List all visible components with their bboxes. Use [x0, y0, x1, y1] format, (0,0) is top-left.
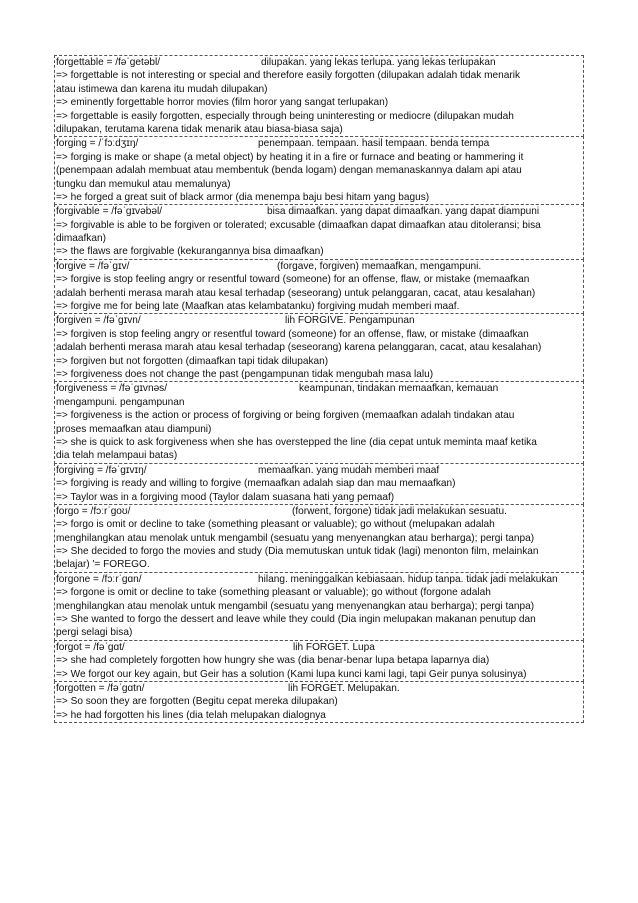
entry-definition: lih FORGIVE. Pengampunan: [285, 315, 415, 327]
entry-headword: forgiving = /fəˈgɪvɪŋ/: [56, 464, 147, 476]
entry-headword: forgo = /fɔːrˈgoʊ/: [56, 505, 131, 517]
entry-text-line: mengampuni. pengampunan: [56, 396, 185, 408]
entry-headline: [55, 573, 583, 586]
entry-definition: bisa dimaafkan. yang dapat dimaafkan. yang dapat diampuni: [267, 206, 540, 218]
entry-text-line: proses memaafkan atau diampuni): [56, 423, 212, 435]
entry-headline: [55, 641, 583, 654]
entry-headline: [55, 56, 583, 69]
entry-headword: forging = /ˈfɔːdʒɪŋ/: [56, 138, 139, 150]
entry-text-line: menghilangkan atau menolak untuk mengambil (sesuatu yang menyenangkan atau berharga); pergi tanpa): [56, 600, 535, 612]
entry-definition: lih FORGET. Lupa: [293, 641, 375, 653]
entry-text-line: => forging is make or shape (a metal object) by heating it in a fire or furnace and beating or hammering it: [56, 151, 524, 163]
entry-definition: memaafkan. yang mudah memberi maaf: [258, 464, 440, 476]
dictionary-entry: [54, 681, 584, 723]
entry-text-line: => forgiveness is the action or process of forgiving or being forgiven (memaafkan adalah tindakan atau: [56, 410, 515, 422]
entry-headline: [55, 464, 583, 477]
dictionary-entry: [54, 463, 584, 505]
entry-text-line: => he had forgotten his lines (dia telah melupakan dialognya: [56, 709, 326, 721]
entry-text-line: => forgiving is ready and willing to forgive (memaafkan adalah siap dan mau memaafkan): [56, 478, 456, 490]
entry-headword: forgone = /fɔːrˈgɑn/: [56, 573, 142, 585]
dictionary-entry: [54, 640, 584, 682]
entry-definition: keampunan, tindakan memaafkan, kemauan: [299, 383, 499, 395]
entry-text-line: => Taylor was in a forgiving mood (Taylor dalam suasana hati yang pemaaf): [56, 491, 395, 503]
entry-text-line: atau istimewa dan karena itu mudah dilupakan): [56, 83, 268, 95]
entry-headword: forgiveness = /fəˈgɪvnəs/: [56, 383, 168, 395]
entry-text-line: => he forged a great suit of black armor (dia menempa baju besi hitam yang bagus): [56, 191, 430, 203]
entry-text-line: => She decided to forgo the movies and study (Dia memutuskan untuk tidak (lagi) menonton film, melainkan: [56, 546, 539, 558]
entry-text-line: adalah berhenti merasa marah atau kesal terhadap (seseorang) karena pelanggaran, cacat, atau kesalahan): [56, 342, 542, 354]
dictionary-entry: [54, 504, 584, 573]
entry-text-line: => forgive me for being late (Maafkan atas kelambatanku) forgiving mudah memberi maaf.: [56, 301, 460, 313]
entry-headword: forgive = /fəˈgɪv/: [56, 260, 130, 272]
entry-text-line: => We forgot our key again, but Geir has a solution (Kami lupa kunci kami lagi, tapi Geir punya solusinya): [56, 668, 527, 680]
entry-text-line: => forgiven is stop feeling angry or resentful toward (someone) for an offense, flaw, or mistake (dimaafkan: [56, 328, 529, 340]
entry-text-line: => forgiveness does not change the past (pengampunan tidak mengubah masa lalu): [56, 368, 434, 380]
entry-text-line: dilupakan, terutama karena tidak menarik atau biasa-biasa saja): [56, 123, 343, 135]
entry-text-line: tungku dan memukul atau memalunya): [56, 178, 231, 190]
entry-headline: [55, 382, 583, 395]
dictionary-entry: [54, 313, 584, 382]
entry-definition: hilang. meninggalkan kebiasaan. hidup tanpa. tidak jadi melakukan: [258, 573, 558, 585]
entry-text-line: => forgivable is able to be forgiven or tolerated; excusable (dimaafkan dapat dimaafkan atau ditoleransi; bisa: [56, 219, 541, 231]
entry-definition: (forwent, forgone) tidak jadi melakukan sesuatu.: [292, 505, 507, 517]
dictionary-entry: [54, 572, 584, 641]
dictionary-entry: [54, 55, 584, 137]
entry-headword: forgiven = /fəˈgɪvn/: [56, 315, 141, 327]
entry-text-line: => forgettable is easily forgotten, especially through being uninteresting or mediocre (dilupakan mudah: [56, 110, 514, 122]
entry-text-line: belajar) '= FOREGO.: [56, 559, 150, 571]
entry-headline: [55, 137, 583, 150]
entry-headline: [55, 205, 583, 218]
entry-definition: (forgave, forgiven) memaafkan, mengampuni.: [277, 260, 482, 272]
entry-text-line: adalah berhenti merasa marah atau kesal terhadap (seseorang) untuk pelanggaran, cacat, atau kesalahan): [56, 287, 536, 299]
entry-headword: forgettable = /fəˈgetəbl/: [56, 57, 161, 68]
entry-text-line: (penempaan adalah membuat atau membentuk (benda logam) dengan memanaskannya dalam api atau: [56, 165, 522, 177]
entry-text-line: => forgo is omit or decline to take (something pleasant or valuable); go without (melupakan adalah: [56, 519, 495, 531]
dictionary-entries: [54, 56, 584, 723]
entry-headline: [55, 260, 583, 273]
entry-text-line: => forgettable is not interesting or special and therefore easily forgotten (dilupakan adalah tidak menarik: [56, 70, 521, 82]
entry-headword: forgotten = /fəˈgɑtn/: [56, 682, 145, 694]
entry-text-line: dimaafkan): [56, 233, 106, 245]
entry-text-line: => So soon they are forgotten (Begitu cepat mereka dilupakan): [56, 696, 338, 708]
entry-text-line: => She wanted to forgo the dessert and leave while they could (Dia ingin melupakan makanan penutup dan: [56, 614, 536, 626]
entry-text-line: pergi selagi bisa): [56, 627, 133, 639]
entry-headword: forgot = /fəˈgɑt/: [56, 641, 125, 653]
entry-definition: dilupakan. yang lekas terlupa. yang lekas terlupakan: [261, 57, 496, 68]
entry-headline: [55, 314, 583, 327]
entry-definition: lih FORGET. Melupakan.: [288, 682, 400, 694]
entry-text-line: dia telah melampaui batas): [56, 450, 178, 462]
entry-headline: [55, 682, 583, 695]
entry-text-line: => she is quick to ask forgiveness when she has overstepped the line (dia cepat untuk meminta maaf ketika: [56, 436, 537, 448]
dictionary-entry: [54, 381, 584, 463]
dictionary-entry: [54, 136, 584, 205]
entry-text-line: => she had completely forgotten how hungry she was (dia benar-benar lupa betapa laparnya dia): [56, 655, 490, 667]
dictionary-entry: [54, 259, 584, 315]
entry-definition: penempaan. tempaan. hasil tempaan. benda tempa: [258, 138, 490, 150]
entry-text-line: => eminently forgettable horror movies (film horor yang sangat terlupakan): [56, 97, 389, 109]
entry-text-line: menghilangkan atau menolak untuk mengambil (sesuatu yang menyenangkan atau berharga); pergi tanpa): [56, 532, 535, 544]
entry-text-line: => forgive is stop feeling angry or resentful toward (someone) for an offense, flaw, or mistake (memaafkan: [56, 274, 530, 286]
entry-text-line: => forgiven but not forgotten (dimaafkan tapi tidak dilupakan): [56, 355, 329, 367]
entry-text-line: => forgone is omit or decline to take (something pleasant or valuable); go without (forgone adalah: [56, 587, 491, 599]
entry-text-line: => the flaws are forgivable (kekurangannya bisa dimaafkan): [56, 246, 324, 258]
entry-headword: forgivable = /fəˈgɪvəbəl/: [56, 206, 162, 218]
dictionary-entry: [54, 204, 584, 260]
entry-headline: [55, 505, 583, 518]
